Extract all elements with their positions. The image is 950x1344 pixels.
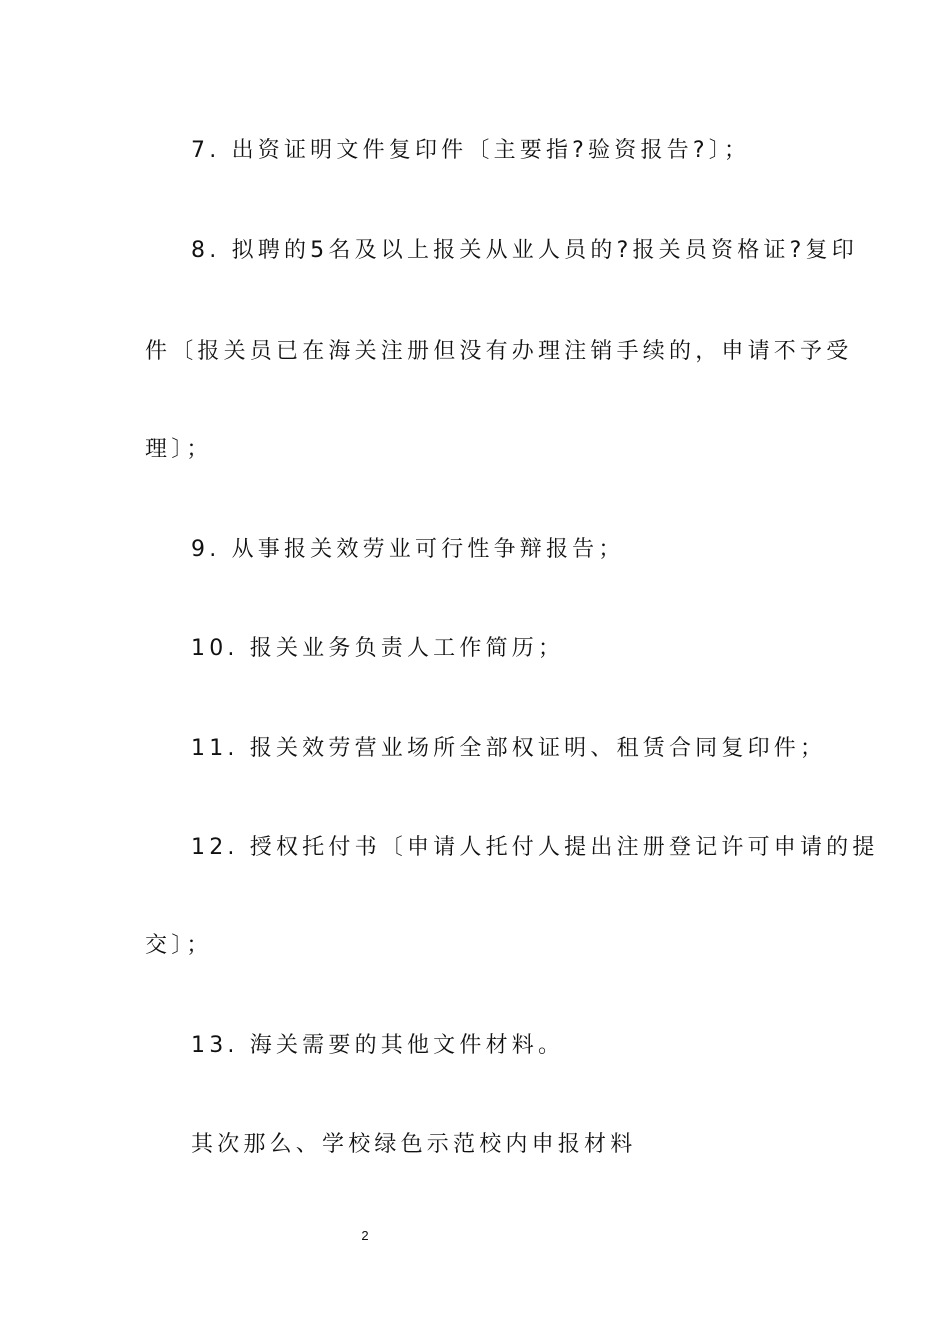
item-8-line-2: 件〔报关员已在海关注册但没有办理注销手续的，申请不予受 <box>145 339 853 364</box>
item-12-line-2: 交〕； <box>145 933 213 958</box>
item-8-line-3: 理〕； <box>145 437 213 462</box>
item-8-line-1: 8. 拟聘的5名及以上报关从业人员的?报关员资格证?复印 <box>191 238 858 263</box>
item-11-line-1: 11. 报关效劳营业场所全部权证明、租赁合同复印件； <box>191 736 827 761</box>
item-10-line-1: 10. 报关业务负责人工作简历； <box>191 636 565 661</box>
item-7-line-1: 7. 出资证明文件复印件〔主要指?验资报告?〕； <box>191 138 751 163</box>
item-13-line-1: 13. 海关需要的其他文件材料。 <box>191 1033 565 1058</box>
page-number: 2 <box>361 1228 369 1243</box>
section-heading: 其次那么、学校绿色示范校内申报材料 <box>191 1132 637 1157</box>
item-9-line-1: 9. 从事报关效劳业可行性争辩报告； <box>191 537 625 562</box>
item-12-line-1: 12. 授权托付书〔申请人托付人提出注册登记许可申请的提 <box>191 835 879 860</box>
